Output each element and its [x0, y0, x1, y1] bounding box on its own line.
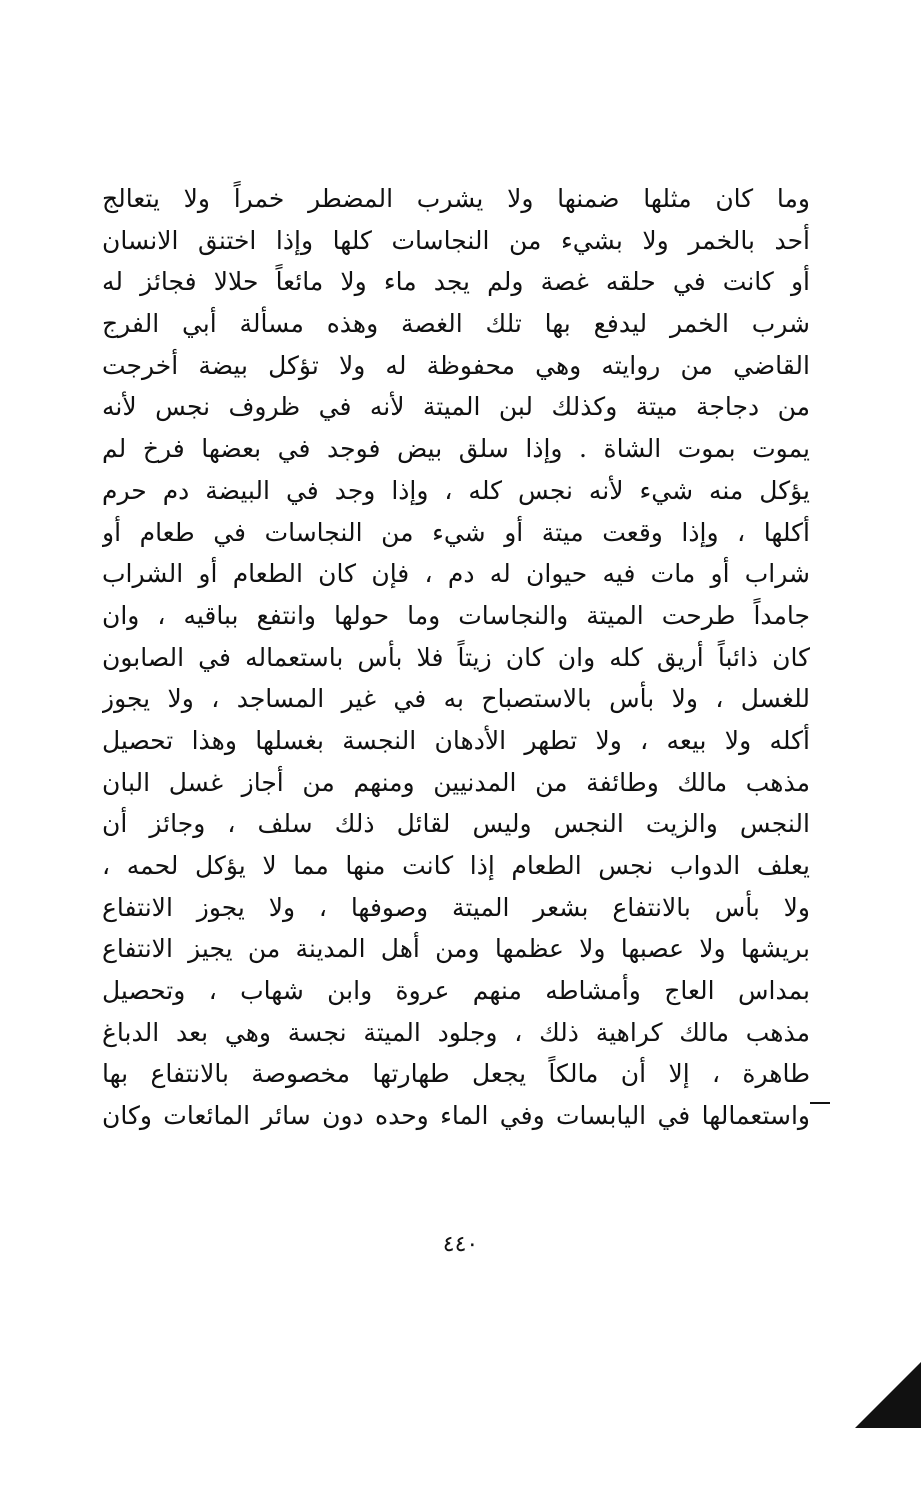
text-line: القاضي من روايته وهي محفوظة له ولا تؤكل بيضة أخرجت — [102, 350, 810, 380]
text-line: يعلف الدواب نجس الطعام إذا كانت منها مما لا يؤكل لحمه ، — [102, 851, 810, 880]
text-line: مذهب مالك كراهية ذلك ، وجلود الميتة نجسة وهي بعد الدباغ — [102, 1017, 810, 1047]
body-text — [102, 178, 810, 1137]
text-line: يموت بموت الشاة . وإذا سلق بيض فوجد في بعضها فرخ لم — [102, 434, 810, 464]
page-number: ٤٤٠ — [442, 1232, 479, 1257]
text-line: أحد بالخمر ولا بشيء من النجاسات كلها وإذا اختنق الانسان — [102, 225, 810, 255]
corner-triangle-icon — [855, 1362, 921, 1428]
text-line: وما كان مثلها ضمنها ولا يشرب المضطر خمراً ولا يتعالج — [102, 184, 810, 213]
text-line: شراب أو مات فيه حيوان له دم ، فإن كان الطعام أو الشراب — [102, 559, 810, 589]
text-line: أو كانت في حلقه غصة ولم يجد ماء ولا مائعاً حلالا فجائز له — [102, 267, 810, 297]
text-line: من دجاجة ميتة وكذلك لبن الميتة لأنه في ظروف نجس لأنه — [102, 392, 810, 422]
text-line: يؤكل منه شيء لأنه نجس كله ، وإذا وجد في البيضة دم حرم — [102, 475, 810, 505]
text-line: واستعمالها في اليابسات وفي الماء وحده دون سائر المائعات وكان — [102, 1101, 810, 1131]
text-line: أكلها ، وإذا وقعت ميتة أو شيء من النجاسات في طعام أو — [102, 517, 810, 547]
text-line: بريشها ولا عصبها ولا عظمها ومن أهل المدينة من يجيز الانتفاع — [102, 934, 810, 964]
text-line: ولا بأس بالانتفاع بشعر الميتة وصوفها ، ولا يجوز الانتفاع — [102, 892, 810, 922]
text-line: بمداس العاج وأمشاطه منهم عروة وابن شهاب ، وتحصيل — [102, 976, 810, 1006]
text-line: مذهب مالك وطائفة من المدنيين ومنهم من أجاز غسل البان — [102, 767, 810, 797]
margin-dash-mark — [810, 1102, 830, 1104]
text-line: كان ذائباً أريق كله وان كان زيتاً فلا بأس باستعماله في الصابون — [102, 642, 810, 672]
text-line: للغسل ، ولا بأس بالاستصباح به في غير المساجد ، ولا يجوز — [102, 684, 810, 714]
text-line: أكله ولا بيعه ، ولا تطهر الأدهان النجسة بغسلها وهذا تحصيل — [102, 725, 810, 755]
text-line: شرب الخمر ليدفع بها تلك الغصة وهذه مسألة أبي الفرج — [102, 309, 810, 339]
text-line: طاهرة ، إلا أن مالكاً يجعل طهارتها مخصوصة بالانتفاع بها — [102, 1059, 810, 1089]
text-line: جامداً طرحت الميتة والنجاسات وما حولها وانتفع بباقيه ، وان — [102, 600, 810, 630]
text-line: النجس والزيت النجس وليس لقائل ذلك سلف ، وجائز أن — [102, 809, 810, 839]
